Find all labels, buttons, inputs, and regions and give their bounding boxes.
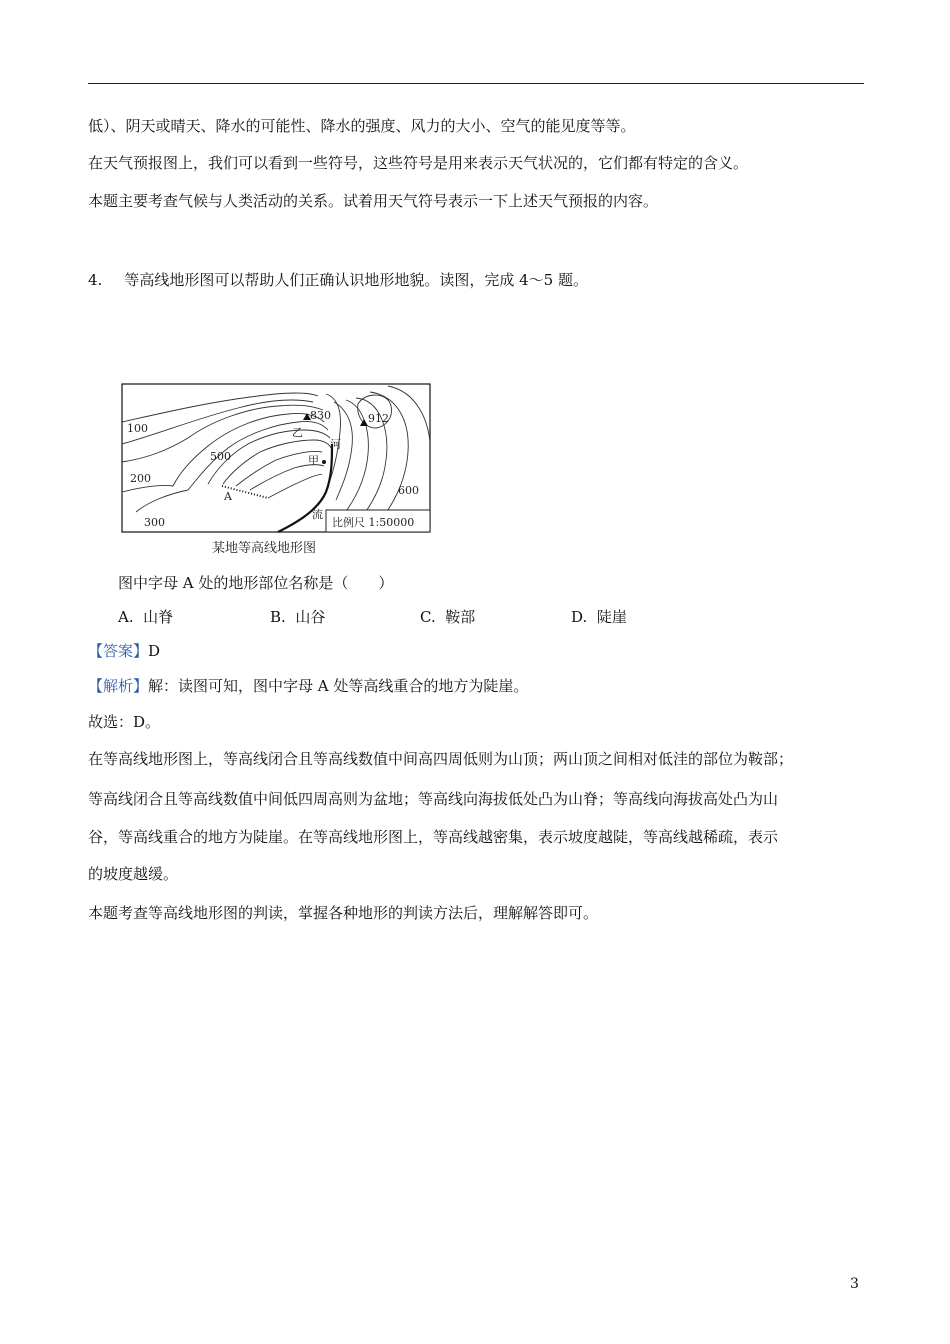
label-600: 600 [398,484,419,497]
label-912: 912 [368,412,389,425]
analysis-tag: 【解析】 [88,677,149,695]
option-a-letter: A. [118,608,134,626]
option-d-letter: D. [571,608,588,626]
point-jia-marker [322,460,326,464]
question-number: 4. [88,271,103,289]
question-4 [88,270,588,290]
question-intro: 等高线地形图可以帮助人们正确认识地形地貌。读图，完成 4～5 题。 [124,271,588,289]
analysis-line-2: 故选：D。 [88,713,161,731]
contour-map-figure [118,382,438,557]
answer-line [88,641,160,661]
question-stem: 图中字母 A 处的地形部位名称是（ ） [118,574,394,592]
answer-tag: 【答案】 [88,642,149,660]
label-liu: 流 [312,508,323,521]
label-100: 100 [127,422,148,435]
page-number: 3 [850,1276,859,1292]
option-c [420,607,475,627]
analysis-line-6: 的坡度越缓。 [88,865,179,883]
option-b-letter: B. [270,608,286,626]
option-b [270,607,325,627]
analysis-line-1 [88,676,528,696]
option-a [118,607,173,627]
label-500: 500 [210,450,231,463]
label-a: A [224,490,232,503]
label-jia: 甲 [308,454,319,467]
option-b-text: 山谷 [295,608,326,626]
analysis-line-3: 在等高线地形图上，等高线闭合且等高线数值中间高四周低则为山顶；两山顶之间相对低洼的部位为鞍部； [88,750,794,768]
analysis-line-4: 等高线闭合且等高线数值中间低四周高则为盆地；等高线向海拔低处凸为山脊；等高线向海拔高处凸为山 [88,790,779,808]
label-200: 200 [130,472,151,485]
label-830: 830 [310,409,331,422]
option-c-text: 鞍部 [445,608,476,626]
text-line-3: 本题主要考查气候与人类活动的关系。试着用天气符号表示一下上述天气预报的内容。 [88,192,659,210]
label-yi: 乙 [292,426,303,439]
option-a-text: 山脊 [143,608,174,626]
analysis-text-1: 解：读图可知，图中字母 A 处等高线重合的地方为陡崖。 [148,677,529,695]
option-d [571,607,627,627]
analysis-line-7: 本题考查等高线地形图的判读，掌握各种地形的判读方法后，理解解答即可。 [88,904,599,922]
analysis-line-5: 谷，等高线重合的地方为陡崖。在等高线地形图上，等高线越密集，表示坡度越陡，等高线越稀疏，表示 [88,828,779,846]
label-he: 河 [330,438,341,451]
option-c-letter: C. [420,608,436,626]
text-line-1: 低）、阴天或晴天、降水的可能性、降水的强度、风力的大小、空气的能见度等等。 [88,117,636,135]
figure-caption: 某地等高线地形图 [212,541,317,556]
text-line-2: 在天气预报图上，我们可以看到一些符号，这些符号是用来表示天气状况的，它们都有特定的含义。 [88,154,749,172]
header-rule [88,83,864,84]
option-d-text: 陡崖 [596,608,627,626]
label-300: 300 [144,516,165,529]
answer-value: D [148,642,161,660]
label-scale: 比例尺 1:50000 [332,516,415,529]
